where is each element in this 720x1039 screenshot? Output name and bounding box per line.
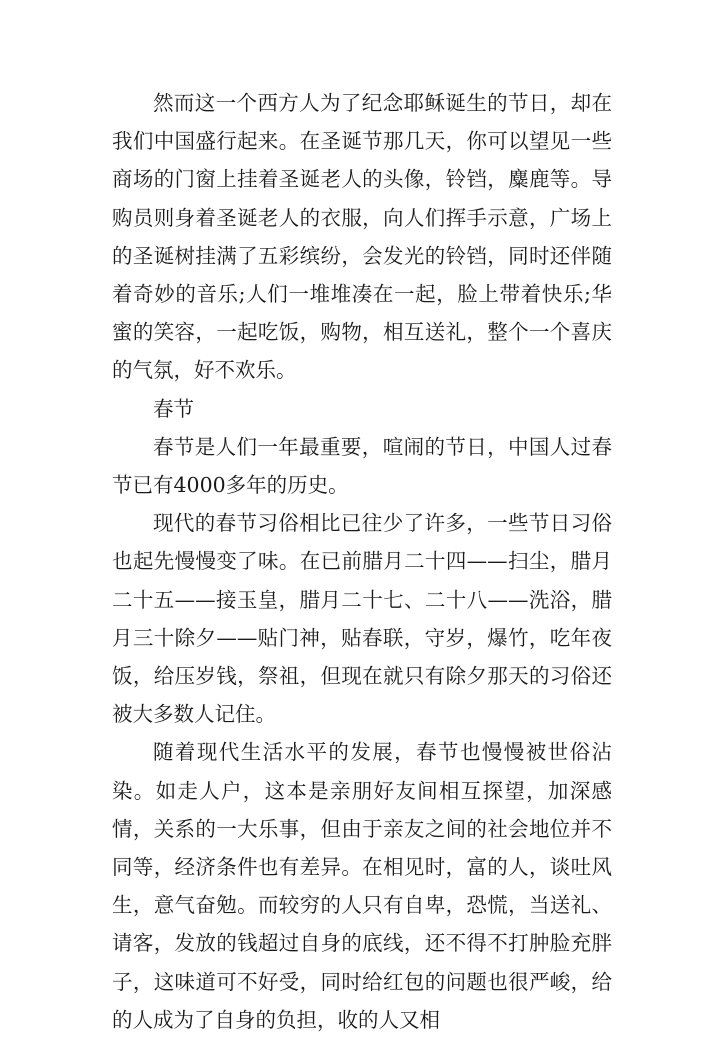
section-heading-spring-festival: 春节 <box>153 396 194 421</box>
paragraph-modern-changes: 随着现代生活水平的发展，春节也慢慢被世俗沾染。如走人户，这本是亲朋好友间相互探望，加深感情，关系的一大乐事，但由于亲友之间的社会地位并不同等，经济条件也有差异。在相见时，富的人，谈吐风生，意气奋勉。而较穷的人只有自卑，恐慌，当送礼、请客，发放的钱超过自身的底线，还不得不打肿脸充胖子，这味道可不好受，同时给红包的问题也很严峻，给的人成为了自身的负担，收的人又相 <box>112 740 612 1032</box>
paragraph-customs: 现代的春节习俗相比已往少了许多，一些节日习俗也起先慢慢变了味。在已前腊月二十四——扫尘，腊月二十五——接玉皇，腊月二十七、二十八——洗浴，腊月三十除夕——贴门神，贴春联，守岁，爆竹，吃年夜饭，给压岁钱，祭祖，但现在就只有除夕那天的习俗还被大多数人记住。 <box>112 511 612 727</box>
paragraph-christmas: 然而这一个西方人为了纪念耶稣诞生的节日，却在我们中国盛行起来。在圣诞节那几天，你可以望见一些商场的门窗上挂着圣诞老人的头像，铃铛，麋鹿等。导购员则身着圣诞老人的衣服，向人们挥手示意，广场上的圣诞树挂满了五彩缤纷，会发光的铃铛，同时还伴随着奇妙的音乐;人们一堆堆凑在一起，脸上带着快乐;华蜜的笑容，一起吃饭，购物，相互送礼，整个一个喜庆的气氛，好不欢乐。 <box>112 91 612 383</box>
document-page <box>112 84 612 1039</box>
paragraph-spring-festival-intro: 春节是人们一年最重要，喧闹的节日，中国人过春节已有4000多年的历史。 <box>112 434 612 498</box>
